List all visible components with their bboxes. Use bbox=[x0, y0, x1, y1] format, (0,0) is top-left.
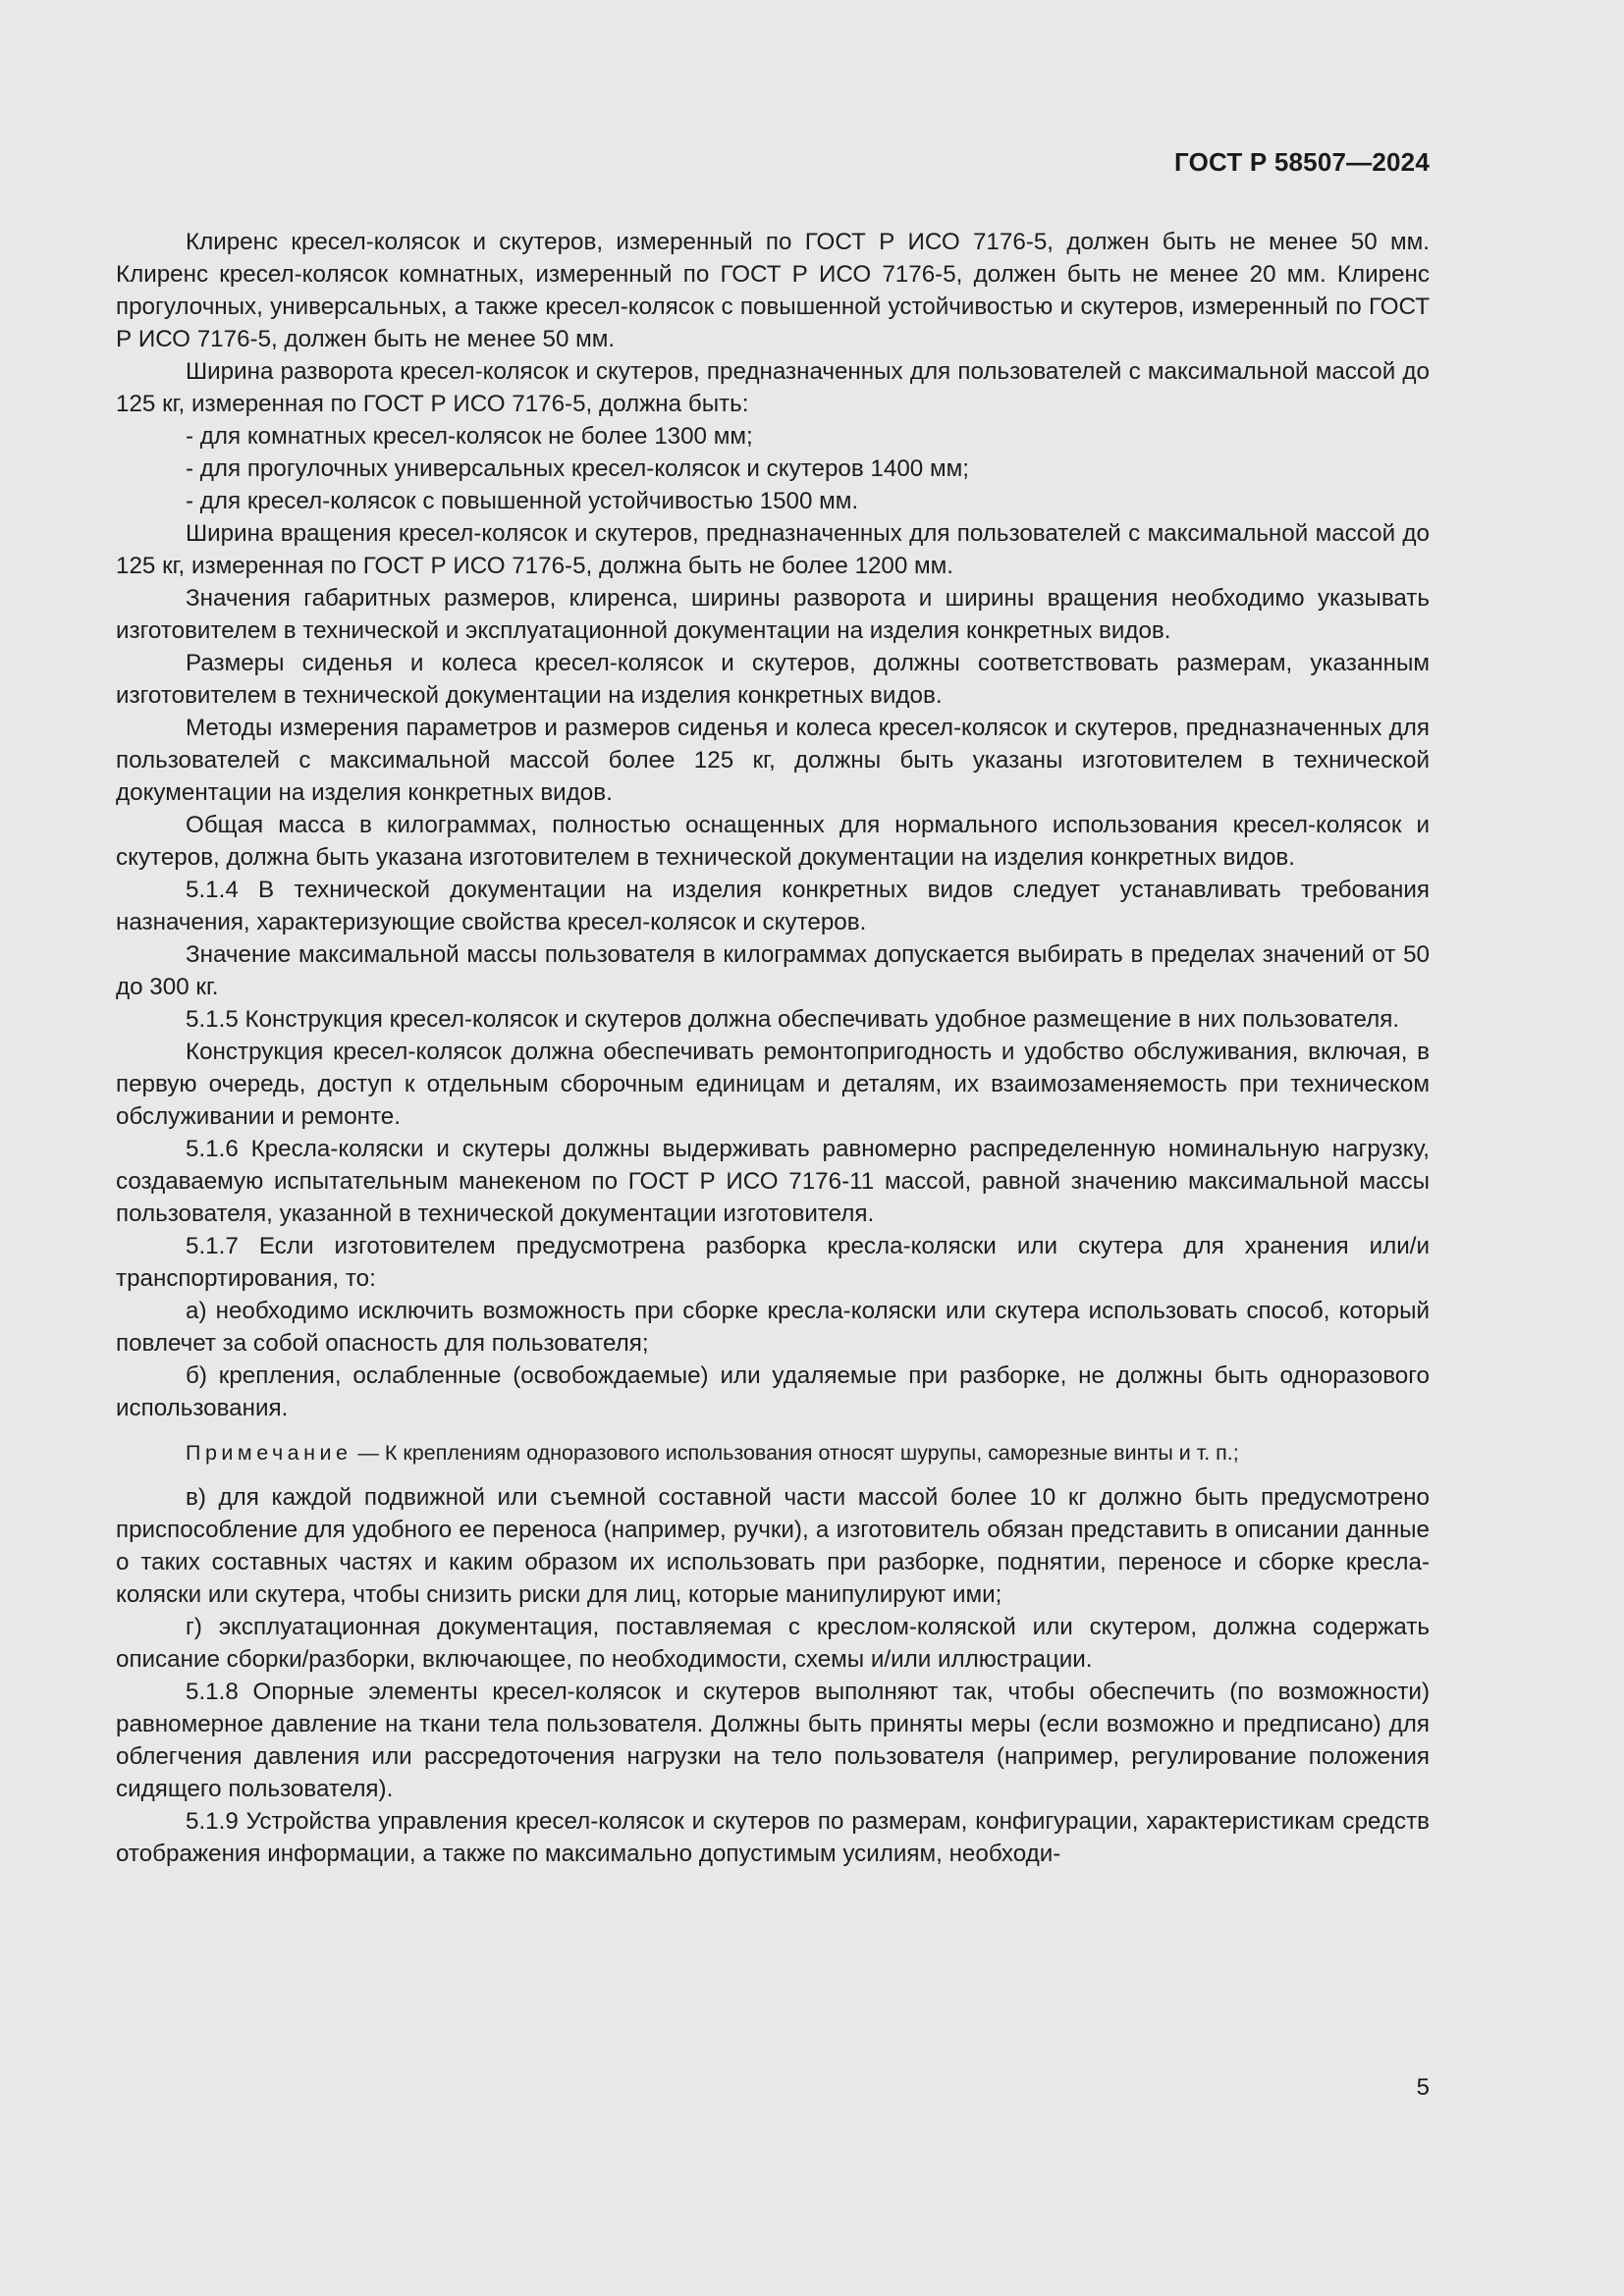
clause-5-1-7: 5.1.7 Если изготовителем предусмотрена разборка кресла-коляски или скутера для хранения или/и транспортирования, то: bbox=[116, 1233, 1430, 1292]
page-header: ГОСТ Р 58507—2024 bbox=[1174, 147, 1430, 177]
paragraph-maintainability: Конструкция кресел-колясок должна обеспечивать ремонтопригодность и удобство обслуживания, включая, в первую очередь, доступ к отдельным сборочным единицам и деталям, их взаимозаменяемость при техническом обслуживании и ремонте. bbox=[116, 1039, 1430, 1130]
paragraph-max-user-mass: Значение максимальной массы пользователя в килограммах допускается выбирать в пределах значений от 50 до 300 кг. bbox=[116, 941, 1430, 1000]
note-text: — К креплениям одноразового использования относят шурупы, саморезные винты и т. п.; bbox=[352, 1441, 1239, 1465]
paragraph-seat-wheel-sizes: Размеры сиденья и колеса кресел-колясок и скутеров, должны соответствовать размерам, указанным изготовителем в технической документации на изделия конкретных видов. bbox=[116, 650, 1430, 709]
clause-5-1-9: 5.1.9 Устройства управления кресел-колясок и скутеров по размерам, конфигурации, характеристикам средств отображения информации, а также по максимально допустимым усилиям, необходи- bbox=[116, 1808, 1430, 1867]
list-item-stable-wheelchairs: - для кресел-колясок с повышенной устойчивостью 1500 мм. bbox=[186, 488, 859, 514]
clause-5-1-5: 5.1.5 Конструкция кресел-колясок и скутеров должна обеспечивать удобное размещение в них пользователя. bbox=[186, 1006, 1400, 1033]
list-item-g: г) эксплуатационная документация, поставляемая с креслом-коляской или скутером, должна содержать описание сборки/разборки, включающее, по необходимости, схемы и/или иллюстрации. bbox=[116, 1614, 1430, 1673]
paragraph-rotation-width: Ширина вращения кресел-колясок и скутеров, предназначенных для пользователей с максимальной массой до 125 кг, измеренная по ГОСТ Р ИСО 7176-5, должна быть не более 1200 мм. bbox=[116, 520, 1430, 579]
page-number: 5 bbox=[1416, 2074, 1430, 2101]
list-item-v: в) для каждой подвижной или съемной составной части массой более 10 кг должно быть предусмотрено приспособление для удобного ее переноса (например, ручки), а изготовитель обязан представить в описании данные о таких составных частях и каким образом их использовать при разборке, поднятии, переносе и сборке кресла-коляски или скутера, чтобы снизить риски для лиц, которые манипулируют ими; bbox=[116, 1484, 1430, 1608]
list-item-room-wheelchairs: - для комнатных кресел-колясок не более 1300 мм; bbox=[186, 423, 753, 450]
note bbox=[116, 1438, 1430, 1468]
paragraph-clearance: Клиренс кресел-колясок и скутеров, измеренный по ГОСТ Р ИСО 7176-5, должен быть не менее 50 мм. Клиренс кресел-колясок комнатных, измеренный по ГОСТ Р ИСО 7176-5, должен быть не менее 20 мм. Клиренс прогулочных, универсальных, а также кресел-колясок с повышенной устойчивостью и скутеров, измеренный по ГОСТ Р ИСО 7176-5, должен быть не менее 50 мм. bbox=[116, 229, 1430, 352]
list-item-a: а) необходимо исключить возможность при сборке кресла-коляски или скутера использовать способ, который повлечет за собой опасность для пользователя; bbox=[116, 1298, 1430, 1357]
list-item-b: б) крепления, ослабленные (освобождаемые) или удаляемые при разборке, не должны быть одноразового использования. bbox=[116, 1362, 1430, 1421]
list-item-walking-wheelchairs: - для прогулочных универсальных кресел-колясок и скутеров 1400 мм; bbox=[186, 455, 969, 482]
clause-5-1-8: 5.1.8 Опорные элементы кресел-колясок и скутеров выполняют так, чтобы обеспечить (по возможности) равномерное давление на ткани тела пользователя. Должны быть приняты меры (если возможно и предписано) для облегчения давления или рассредоточения нагрузки на тело пользователя (например, регулирование положения сидящего пользователя). bbox=[116, 1679, 1430, 1802]
paragraph-dimensions-docs: Значения габаритных размеров, клиренса, ширины разворота и ширины вращения необходимо указывать изготовителем в технической и эксплуатационной документации на изделия конкретных видов. bbox=[116, 585, 1430, 644]
clause-5-1-6: 5.1.6 Кресла-коляски и скутеры должны выдерживать равномерно распределенную номинальную нагрузку, создаваемую испытательным манекеном по ГОСТ Р ИСО 7176-11 массой, равной значению максимальной массы пользователя, указанной в технической документации изготовителя. bbox=[116, 1136, 1430, 1227]
note-label: Примечание bbox=[186, 1441, 352, 1465]
paragraph-measurement-methods: Методы измерения параметров и размеров сиденья и колеса кресел-колясок и скутеров, предназначенных для пользователей с максимальной массой более 125 кг, должны быть указаны изготовителем в технической документации на изделия конкретных видов. bbox=[116, 715, 1430, 806]
paragraph-turning-width: Ширина разворота кресел-колясок и скутеров, предназначенных для пользователей с максимальной массой до 125 кг, измеренная по ГОСТ Р ИСО 7176-5, должна быть: bbox=[116, 358, 1430, 417]
document-body bbox=[116, 226, 1430, 1870]
paragraph-total-mass: Общая масса в килограммах, полностью оснащенных для нормального использования кресел-колясок и скутеров, должна быть указана изготовителем в технической документации на изделия конкретных видов. bbox=[116, 812, 1430, 871]
clause-5-1-4: 5.1.4 В технической документации на изделия конкретных видов следует устанавливать требования назначения, характеризующие свойства кресел-колясок и скутеров. bbox=[116, 877, 1430, 935]
